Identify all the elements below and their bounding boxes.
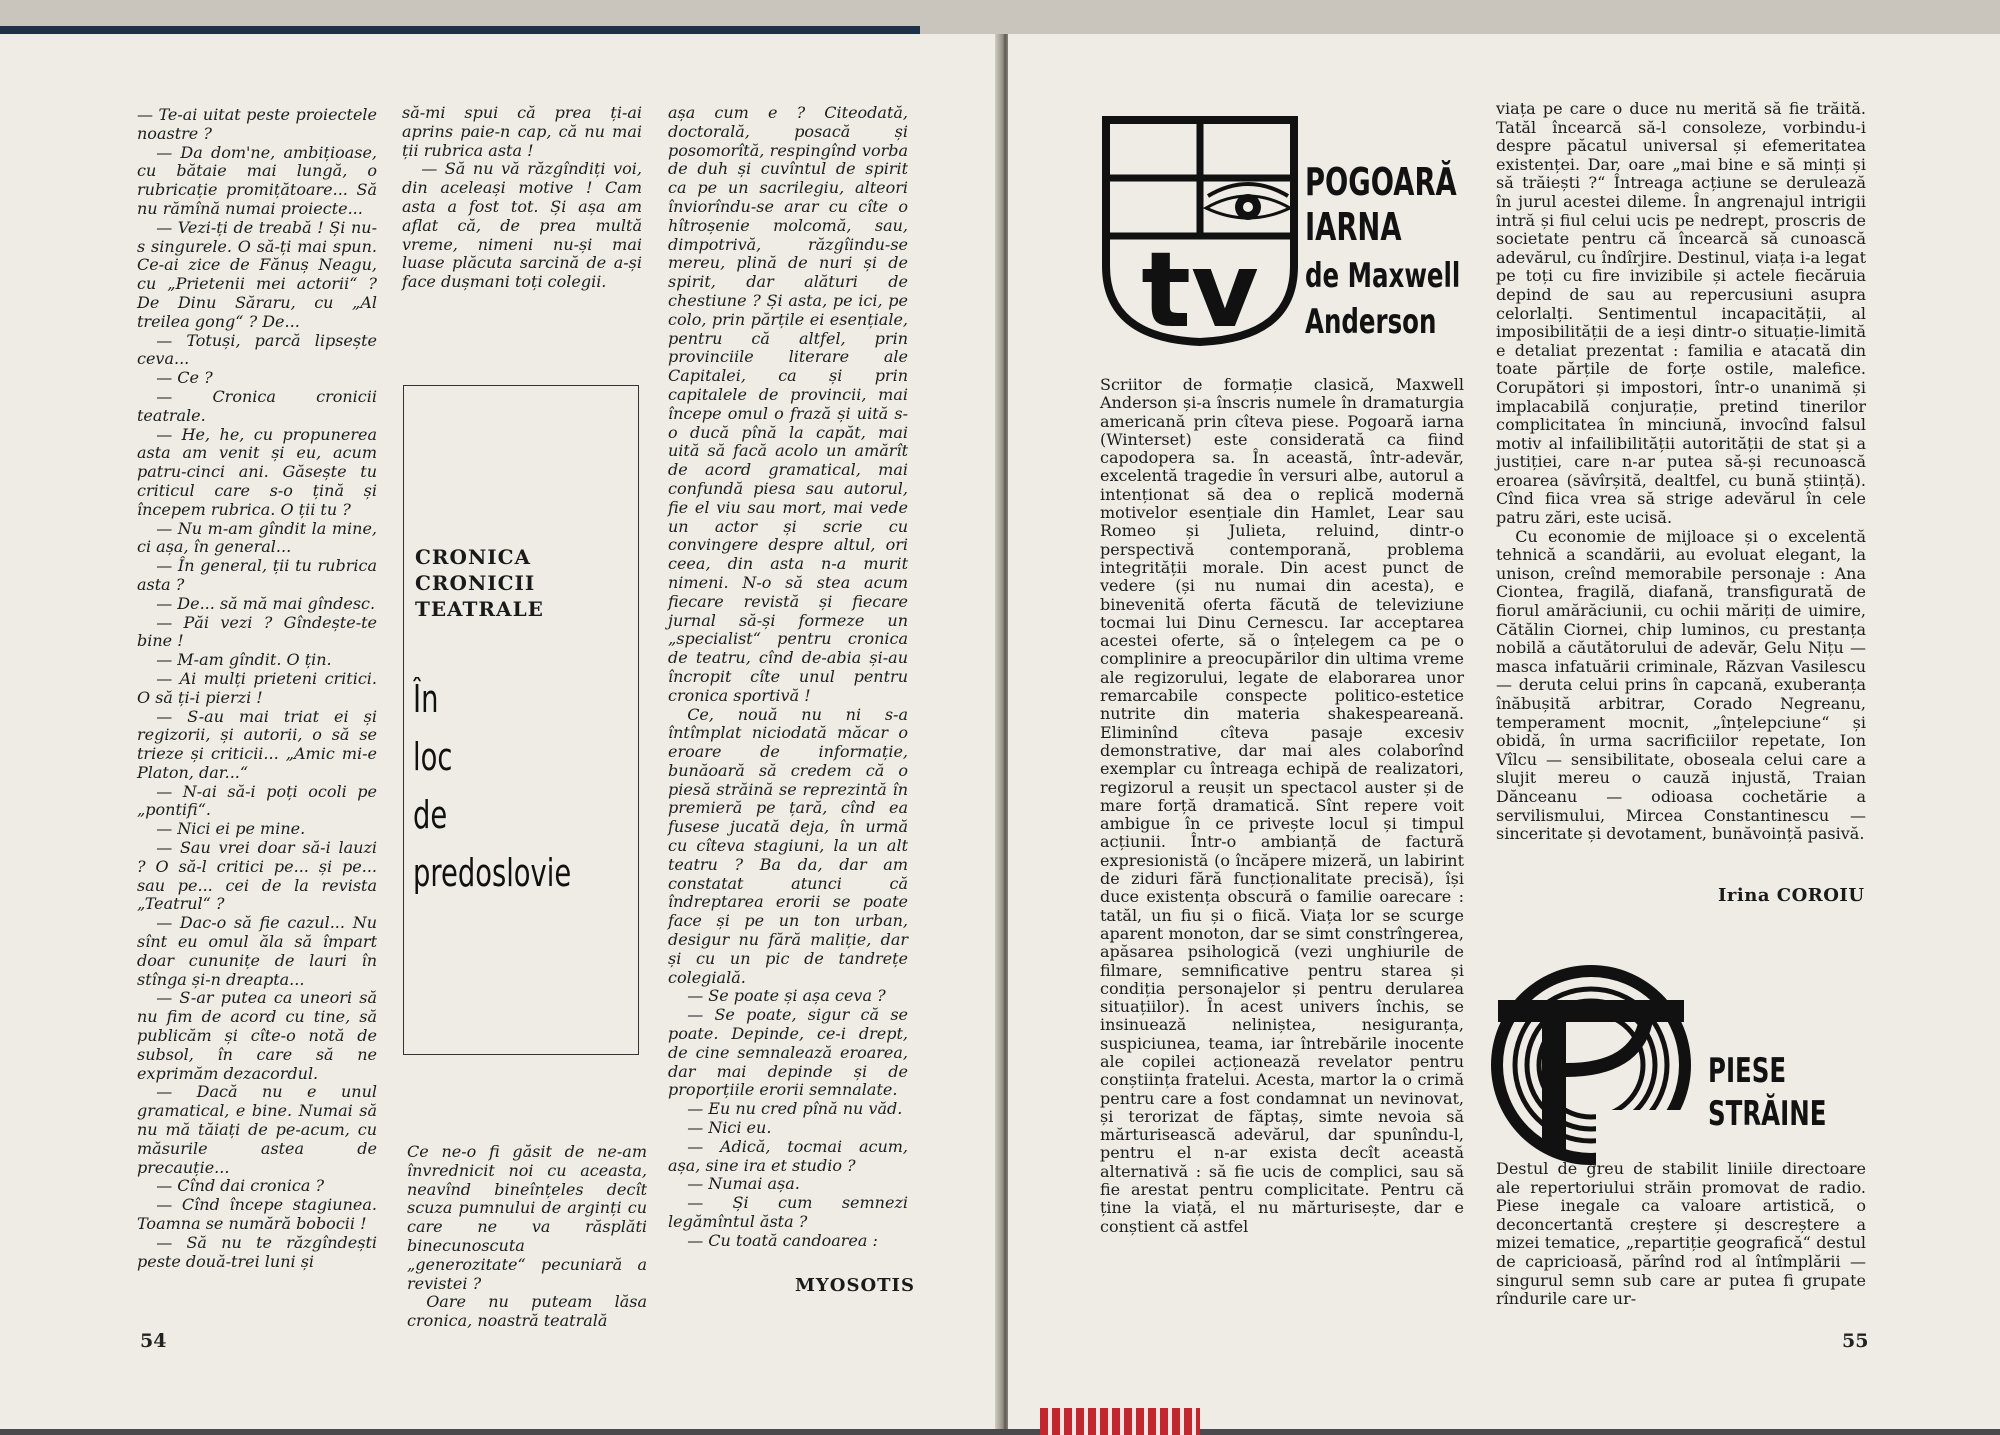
paragraph: — Cînd începe stagiunea. Toamna se numără bobocii ! <box>137 1195 377 1234</box>
rubric-subtitle-line: În <box>413 677 439 721</box>
section-piese-straine-text: Destul de greu de stabilit liniile directoare ale repertoriului străin promovat de radio. Piese inegale ca valoare artistică, o deconcertantă creștere și descreștere a mizei tematice, „repartiție geografică“ destul de capricioasă, părînd rod al întîmplării — singurul semn sub care ar putea fi grupate rîndurile care ur- <box>1496 1159 1866 1309</box>
paragraph: să-mi spui că prea ți-ai aprins paie-n cap, că nu mai ții rubrica asta ! <box>402 103 642 160</box>
paragraph: — M-am gîndit. O țin. <box>156 650 332 670</box>
author-signature: Irina COROIU <box>1718 885 1865 906</box>
tv-logo-text: tv <box>1141 229 1259 346</box>
paragraph: Ce, nouă nu ni s-a întîmplat niciodată măcar o eroare de informație, bunăoară să credem că o piesă străină se reprezintă în premieră pe țară, cînd ea fusese jucată deja, în urmă cu cîteva stagiuni, la un alt teatru ? Ba da, dar am constatat atunci că îndreptarea erorii se poate face și pe un ton urban, desigur nu fără maliție, dar și cu un pic de tandrețe colegială. <box>668 704 908 987</box>
paragraph: — Totuși, parcă lipsește ceva... <box>137 330 377 369</box>
paragraph: — He, he, cu propunerea asta am venit și eu, acum patru-cinci ani. Găsește tu criticul care s-o țină și începem rubrica. O ții tu ? <box>137 424 377 519</box>
left-column-3 <box>668 104 908 1251</box>
paragraph: — În general, ții tu rubrica asta ? <box>137 556 377 594</box>
paragraph: așa cum e ? Citeodată, doctorală, posacă și posomorîtă, respingînd vorba de duh și cuvîntul de spirit ca pe un sacrilegiu, alteori înviorîndu-se arar cu cîte o hîtroșenie molcomă, sau, dimpotrivă, răzgîindu-se mereu, plină de nuri și de spirit, dar alături de chestiune ? Și asta, pe ici, pe colo, prin părțile ei esențiale, pentru că altfel, prin provinciile literare ale Capitalei, ca și prin capitalele de provincii, mai începe omul o frază și uită s-o ducă pînă la capăt, mai uită să facă acolo un amărît de acord gramatical, mai confundă piesa sau autorul, fie el viu sau mort, mai vede un actor și scrie cu convingere despre altul, ori ceea, din asta n-a murit nimeni. N-o să stea acum fiecare revistă și fiecare jurnal să-și formeze un „specialist“ pentru cronica de teatru, cînd de-abia și-au încropit cîte unul pentru cronica sportivă ! <box>668 103 908 705</box>
rubric-title-line: TEATRALE <box>415 597 544 621</box>
paragraph: — Eu nu cred pînă nu văd. <box>687 1099 903 1119</box>
rubric-title-line: CRONICII <box>415 571 536 595</box>
left-column-2-bottom <box>407 1143 647 1331</box>
tv-logo <box>1100 116 1300 346</box>
paragraph: — Te-ai uitat peste proiectele noastre ? <box>137 105 377 143</box>
paragraph: — S-au mai triat ei și regizorii, și autorii, o să se trieze și criticii... „Amic mi-e Platon, dar...“ <box>137 706 377 782</box>
rubric-title <box>415 544 544 622</box>
paragraph: Ce ne-o fi găsit de ne-am învrednicit noi cu aceasta, neavînd bineînțeles decît scuza pumnului de arginți cu care ne va răsplăti binecunoscuta „generozitate“ pecuniară a revistei ? <box>407 1142 647 1293</box>
paragraph: — S-ar putea ca uneori să nu fim de acord cu tine, să publicăm și cîte-o notă de subsol, în care să ne exprimăm dezacordul. <box>137 988 377 1083</box>
section-title-line: STRĂINE <box>1708 1093 1827 1134</box>
paragraph: — Și cum semnezi legămîntul ăsta ? <box>668 1193 908 1232</box>
paragraph: — Ai mulți prieteni critici. O să ți-i pierzi ! <box>137 668 377 707</box>
headline-author-line: de Maxwell <box>1305 256 1461 296</box>
paragraph: — Nici ei pe mine. <box>156 819 306 839</box>
rubric-subtitle <box>413 670 572 902</box>
paragraph: — Da dom'ne, ambițioase, cu bătaie mai lungă, o rubricație promițătoare... Să nu rămînă numai proiecte... <box>137 142 377 218</box>
paragraph: — Se poate și așa ceva ? <box>687 986 886 1006</box>
paragraph: — Sau vrei doar să-i lauzi ? O să-l critici pe... și pe... sau pe... cei de la revista „Teatrul“ ? <box>137 838 377 914</box>
paragraph: — Păi vezi ? Gîndește-te bine ! <box>137 612 377 651</box>
page-number-left: 54 <box>140 1330 167 1352</box>
signature-myosotis: MYOSOTIS <box>795 1275 915 1296</box>
paragraph: — Ce ? <box>156 368 213 388</box>
paragraph: — Nu m-am gîndit la mine, ci așa, în general... <box>137 518 377 557</box>
paragraph: — Cu toată candoarea : <box>687 1230 878 1250</box>
radio-logo <box>1486 960 1696 1170</box>
headline-author <box>1305 254 1460 346</box>
paragraph: — Nici eu. <box>687 1118 772 1138</box>
paragraph: Oare nu puteam lăsa cronica, noastră teatrală <box>407 1292 647 1331</box>
paragraph: — Numai așa. <box>687 1174 800 1194</box>
paragraph: — Se poate, sigur că se poate. Depinde, ce-i drept, de cine semnalează eroarea, dar mai depinde și de proporțiile erorii semnalate. <box>668 1005 908 1100</box>
paragraph: — Dac-o să fie cazul... Nu sînt eu omul ăla să împart doar cununițe de lauri în stînga și-n dreapta... <box>137 913 377 989</box>
paragraph: — N-ai să-i poți ocoli pe „pontifi“. <box>137 781 377 820</box>
page-number-right: 55 <box>1842 1330 1869 1352</box>
rubric-subtitle-line: de <box>413 793 448 837</box>
paragraph: — De... să mă mai gîndesc. <box>156 593 376 613</box>
rubric-subtitle-line: predoslovie <box>413 851 572 895</box>
rubric-title-line: CRONICA <box>415 545 532 569</box>
paragraph: — Dacă nu e unul gramatical, e bine. Numai să nu mă tăiați de pe-acum, cu măsurile astea de precauție... <box>137 1082 377 1177</box>
paragraph: Cu economie de mijloace și o excelentă tehnică a scandării, au evoluat elegant, la unison, creînd memorabile personaje : Ana Ciontea, fragilă, diafană, transfigurată de fiorul amărăciunii, cu ochii măriți de uimire, Cătălin Ciornei, chip luminos, cu prestanța nobilă a căutătorului de adevăr, Gelu Nițu — masca infatuării criminale, Răzvan Vasilescu — deruta celui prins în capcană, exuberanța înăbușită arbitrar, Corado Negreanu, temperament mocnit, „înțelepciune“ și obidă, în urma sacrificiilor repetate, Ion Vîlcu — sensibilitate, oboseala celui care a slujit mereu o cauză injustă, Traian Dănceanu — odioasa cochetărie a servilismului, Mircea Constantinescu — sinceritate și devotament, bunăvoință pasivă. <box>1496 526 1866 844</box>
paragraph: viața pe care o duce nu merită să fie trăită. Tatăl încearcă să-l consoleze, vorbindu-i despre păcatul universal și efemeritatea existenței. Dar, oare „mai bine e să minți și să trăiești ?“ Întreaga acțiune se derulează în jurul acestei dileme. În angrenajul intrigii intră și fiul celui ucis pe nedrept, proscris de societate pentru că încearcă să cunoască adevărul, cu îndîrjire. Destinul, viața i-a legat pe toți cu fire invizibile și actele fiecăruia depind de sau au repercusiuni asupra celorlalți. Sentimentul incapacității, al imposibilității de a ieși dintr-o situație-limită e detaliat prezentat : familia e atacată din toate părțile de forțe ostile, malefice. Corupători și impostori, într-o unanimă și implacabilă conjurație, pretind tinerilor complicitatea în minciună, invocînd falsul motiv al infailibilității autorității de stat și a justiției, care n-ar putea să-și recunoască eroarea (săvîrșită, dealtfel, cu bună știință). Cînd fiica vrea să strige adevărul în cele patru zări, este ucisă. <box>1496 99 1866 528</box>
paragraph: — Să nu te răzgîndești peste două-trei luni și <box>137 1232 377 1271</box>
section-title-piese-straine <box>1708 1050 1826 1135</box>
rubric-subtitle-line: loc <box>413 735 453 779</box>
left-column-1 <box>137 106 377 1271</box>
right-column-1 <box>1100 376 1464 1236</box>
right-column-2 <box>1496 100 1866 844</box>
paragraph: — Să nu vă răzgîndiți voi, din aceleași motive ! Cam asta a fost tot. Și așa am aflat că, de prea multă vreme, nimeni nu-și mai luase plăcuta sarcină de a-și face dușmani toți colegii. <box>402 159 642 292</box>
section-title-line: PIESE <box>1708 1051 1787 1091</box>
bookmark-ribbon <box>1040 1408 1200 1435</box>
paragraph: — Cronica cronicii teatrale. <box>137 386 377 425</box>
paragraph: — Cînd dai cronica ? <box>156 1176 325 1196</box>
headline-author-line: Anderson <box>1305 301 1437 342</box>
headline-line: POGOARĂ <box>1305 160 1457 204</box>
headline-line: IARNA <box>1305 204 1402 249</box>
headline-title <box>1305 160 1457 250</box>
paragraph: Scriitor de formație clasică, Maxwell Anderson și-a înscris numele în dramaturgia americană prin cîteva piese. Pogoară iarna (Winterset) este considerată ca fiind capodopera sa. În această, într-adevăr, excelentă tragedie în versuri albe, autorul a intenționat să dea o replică modernă motivelor esențiale din Hamlet, Lear sau Romeo și Julieta, reluind, dintr-o perspectivă contemporană, problema integrității morale. Din acest punct de vedere (și nu numai din acesta), e binevenită oferta făcută de televiziune tocmai lui Dinu Cernescu. Iar acceptarea acestei oferte, să o înțelegem ca pe o complinire a preocupărilor din ultima vreme ale regizorului, legate de elaborarea unor remarcabile conspecte politico-estetice nutrite din materia shakespeareană. Eliminînd cîteva pasaje excesiv demonstrative, dar mai ales colaborînd exemplar cu întreaga echipă de realizatori, regizorul a reușit un spectacol auster și de mare forță dramatică. Sînt repere voit ambigue în ce privește locul și timpul acțiunii. Într-o ambianță de factură expresionistă (o încăpere mizeră, un labirint de ziduri fără funcționalitate precisă), își duce existența obscură o familie oarecare : tatăl, un fiu și o fiică. Viața lor se scurge aparent monoton, dar se simt constrîngerea, apăsarea psihologică (vezi unghiurile de filmare, semnificative pentru starea și condiția personajelor și pentru derularea situațiilor). În acest univers închis, se insinuează neliniștea, nesiguranța, suspiciunea, teama, iar întrebările inocente ale copilei acționează revelator pentru conștiința fratelui. Acesta, martor la o crimă pentru care a fost condamnat un nevinovat, și terorizat de făptaș, simte nevoia să mărturisească adevărul, dar spunîndu-l, pentru el n-ar exista decît această alternativă : să fie ucis de complici, sau să fie arestat pentru complicitate. Pentru că ține la viață, el nu mărturisește, dar e conștient că astfel <box>1100 375 1464 1236</box>
left-column-2-top <box>402 104 642 292</box>
paragraph: — Vezi-ți de treabă ! Și nu-s singurele. O să-ți mai spun. Ce-ai zice de Fănuș Neagu, cu „Prietenii mei actorii“ ? De Dinu Săraru, cu „Al treilea gong“ ? De... <box>137 217 377 331</box>
paragraph: — Adică, tocmai acum, așa, sine ira et studio ? <box>668 1136 908 1175</box>
